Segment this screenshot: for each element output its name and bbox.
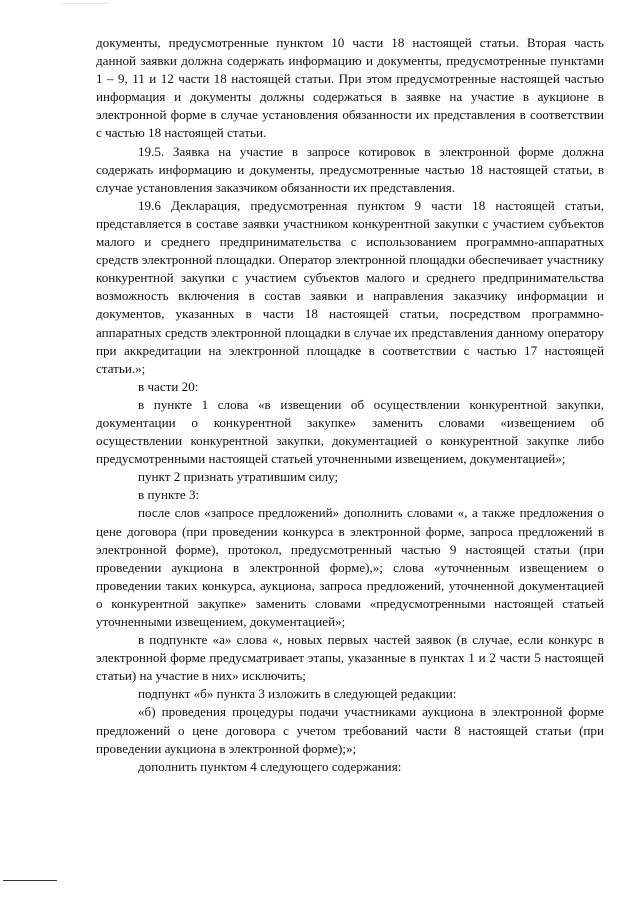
document-body: [96, 34, 604, 776]
paragraph-add-item-4: дополнить пунктом 4 следующего содержания:: [138, 758, 402, 774]
paragraph-subitem-b-heading: подпункт «б» пункта 3 изложить в следующей редакции:: [138, 686, 457, 702]
paragraph-continuation: документы, предусмотренные пунктом 10 части 18 настоящей статьи. Вторая часть данной заявки должна содержать информацию и документы, предусмотренные пунктами 1 – 9, 11 и 12 части 18 настоящей статьи. При этом предусмотренные настоящей частью информация и документы должны содержаться в заявке на участие в аукционе в электронной форме в случае установления обязанности их представления в соответствии с частью 18 настоящей статьи.: [96, 35, 604, 141]
paragraph-item-3-heading: в пункте 3:: [138, 487, 200, 503]
paragraph-19-6: 19.6 Декларация, предусмотренная пунктом 9 части 18 настоящей статьи, представляется в составе заявки участником конкурентной закупки с участием субъектов малого и среднего предпринимательства с использованием программно-аппаратных средств электронной площадки. Оператор электронной площадки обеспечивает участнику конкурентной закупки с участием субъектов малого и среднего предпринимательства возможность включения в состав заявки и направления заказчику информации и документов, указанных в части 18 настоящей статьи, посредством программно-аппаратных средств электронной площадки в случае их представления данному оператору при аккредитации на электронной площадке в соответствии с частью 17 настоящей статьи.»;: [96, 197, 604, 376]
paragraph-item-2: пункт 2 признать утратившим силу;: [138, 469, 339, 485]
paragraph-item-1: в пункте 1 слова «в извещении об осуществлении конкурентной закупки, документации о конкурентной закупке» заменить словами «извещением об осуществлении конкурентной закупки, документацией о конкурентной закупке либо предусмотренными настоящей статьей уточненными извещением, документацией»;: [96, 396, 604, 467]
scan-artifact-bottom: [3, 880, 57, 881]
paragraph-subitem-b-text: «б) проведения процедуры подачи участниками аукциона в электронной форме предложений о цене договора с учетом требований части 8 настоящей статьи (при проведении аукциона в электронной форме);»;: [96, 704, 604, 756]
paragraph-part-20: в части 20:: [138, 378, 199, 394]
paragraph-subitem-a: в подпункте «а» слова «, новых первых частей заявок (в случае, если конкурс в электронной форме предусматривает этапы, указанные в пунктах 1 и 2 части 5 настоящей статьи) на участие в них» исключить;: [96, 632, 604, 684]
scan-artifact-top: [62, 3, 108, 4]
paragraph-item-3-amendment: после слов «запросе предложений» дополнить словами «, а также предложения о цене договора (при проведении конкурса в электронной форме, запроса предложений в электронной форме), протокол, предусмотренный частью 9 настоящей статьи (при проведении аукциона в электронной форме),»; слова «уточненным извещением о проведении таких конкурса, аукциона, запроса предложений, уточненной документацией о конкурентной закупке» заменить словами «предусмотренными настоящей статьей уточненными извещением, документацией»;: [96, 505, 604, 629]
paragraph-19-5: 19.5. Заявка на участие в запросе котировок в электронной форме должна содержать информацию и документы, предусмотренные частью 18 настоящей статьи, в случае установления заказчиком обязанности их представления.: [96, 143, 604, 195]
